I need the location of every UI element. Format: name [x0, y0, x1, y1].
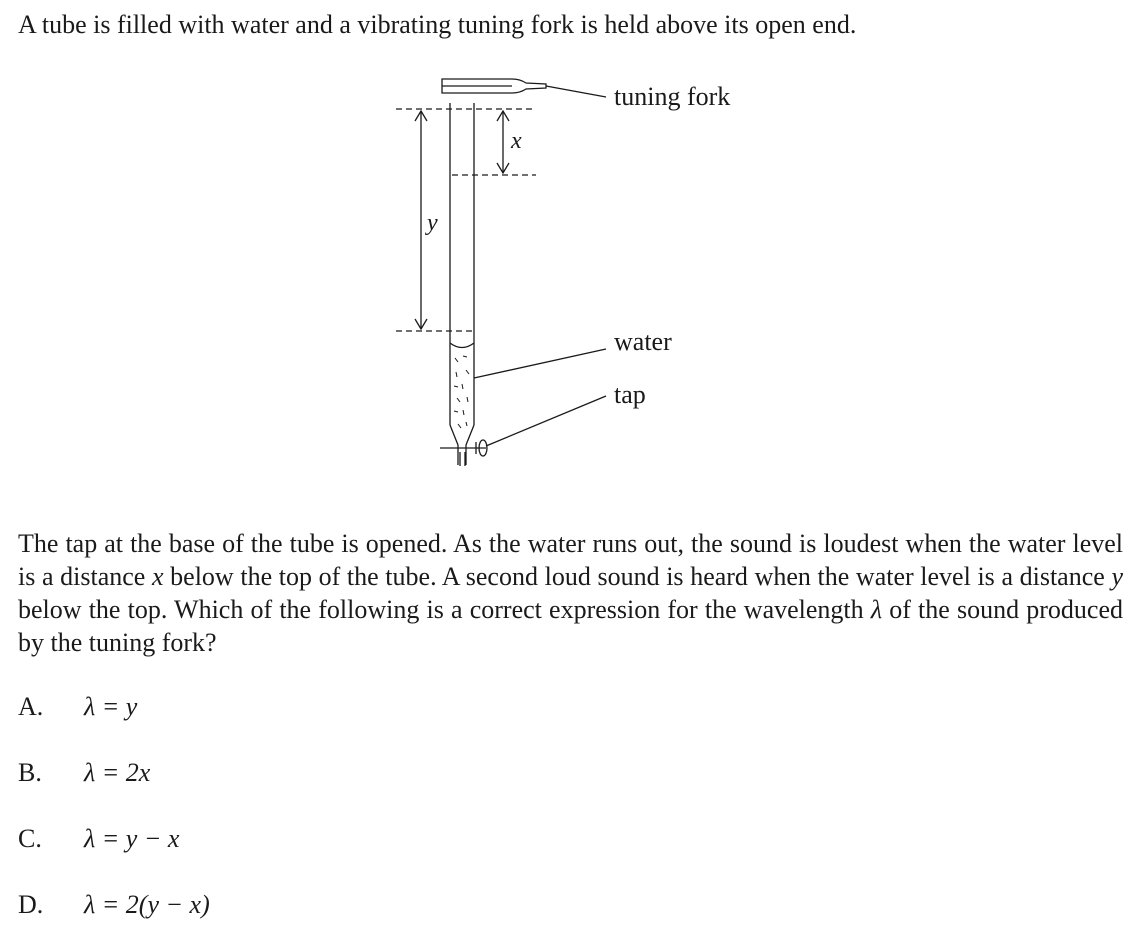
- diagram-x-label: x: [511, 128, 522, 154]
- option-letter: B.: [18, 758, 42, 787]
- option-letter: C.: [18, 824, 42, 853]
- option-b[interactable]: [18, 756, 150, 790]
- question-segment: of the sound produced by the tuning fork?: [18, 595, 1123, 657]
- tuning-fork-label: tuning fork: [614, 82, 731, 111]
- question-segment: below the top of the tube. A second loud sound is heard when the water level is a distance: [163, 562, 1112, 591]
- option-c[interactable]: [18, 822, 179, 856]
- option-letter: A.: [18, 692, 44, 721]
- question-segment: The tap at the base of the tube is opened. As the water runs out, the sound is loudest when the water level is a distance: [18, 529, 1123, 591]
- option-expression: λ = y − x: [84, 824, 180, 853]
- question-segment: below the top. Which of the following is a correct expression for the wavelength: [18, 595, 871, 624]
- diagram-y-label: y: [427, 210, 438, 236]
- question-var-y: y: [1111, 562, 1123, 591]
- option-a[interactable]: [18, 690, 137, 724]
- tap-icon: [440, 440, 487, 456]
- question-text: [18, 527, 1123, 659]
- tuning-fork-icon: [442, 79, 546, 93]
- option-letter: D.: [18, 890, 44, 919]
- question-var-x: x: [151, 562, 164, 591]
- option-expression: λ = 2(y − x): [84, 890, 210, 919]
- question-var-lambda: λ: [870, 595, 883, 624]
- option-d[interactable]: [18, 888, 210, 922]
- option-expression: λ = 2x: [84, 758, 151, 787]
- intro-text: A tube is filled with water and a vibrating tuning fork is held above its open end.: [18, 10, 857, 39]
- water-label: water: [614, 327, 672, 356]
- option-expression: λ = y: [84, 692, 138, 721]
- tap-label: tap: [614, 380, 646, 409]
